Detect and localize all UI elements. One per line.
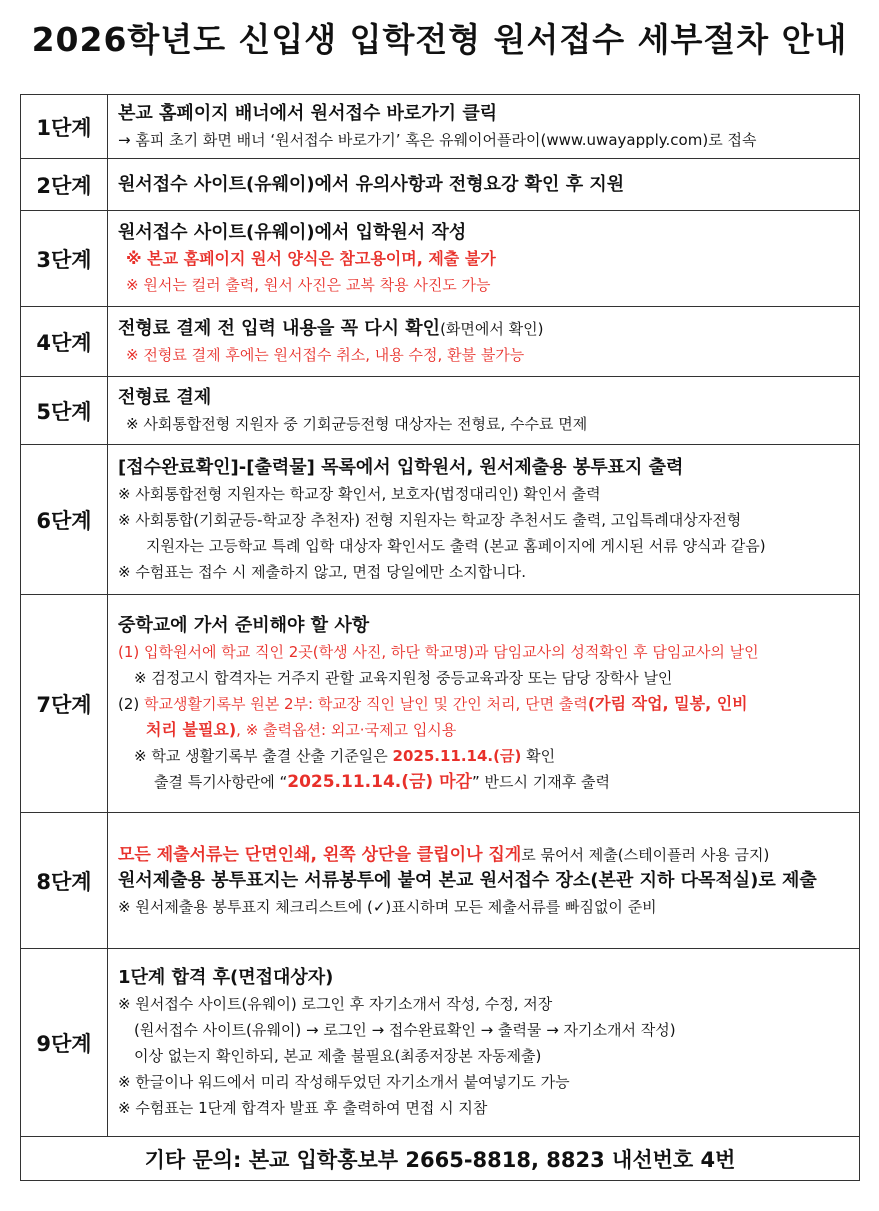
procedure-table bbox=[20, 94, 860, 1181]
step-item-2 bbox=[118, 691, 851, 717]
step-note: ※ 사회통합(기회균등-학교장 추천자) 전형 지원자는 학교장 추천서도 출력, 고입특례대상자전형 bbox=[118, 510, 742, 529]
step-note: ※ 사회통합전형 지원자는 학교장 확인서, 보호자(법정대리인) 확인서 출력 bbox=[118, 484, 601, 503]
step-heading: 전형료 결제 bbox=[118, 386, 212, 408]
note-text: 출결 특기사항란에 “ bbox=[154, 772, 288, 791]
step-paragraph: 원서제출용 봉투표지는 서류봉투에 붙여 본교 원서접수 장소(본관 지하 다목적실)로 제출 bbox=[118, 869, 817, 891]
step-note bbox=[118, 743, 851, 769]
instruction-text: 로 묶어서 제출(스테이플러 사용 금지) bbox=[521, 845, 770, 864]
stage-label: 2단계 bbox=[21, 159, 108, 211]
step-note: ※ 한글이나 워드에서 미리 작성해두었던 자기소개서 붙여넣기도 가능 bbox=[118, 1072, 570, 1091]
note-text: 확인 bbox=[521, 746, 556, 765]
step-heading: 중학교에 가서 준비해야 할 사항 bbox=[118, 614, 370, 636]
footer-row bbox=[21, 1137, 860, 1181]
step-content bbox=[108, 159, 860, 211]
step-heading: 원서접수 사이트(유웨이)에서 유의사항과 전형요강 확인 후 지원 bbox=[118, 173, 625, 195]
step-row-4 bbox=[21, 307, 860, 377]
step-row-2 bbox=[21, 159, 860, 211]
deadline-text: 2025.11.14.(금) 마감 bbox=[287, 771, 472, 792]
item-text: 학교생활기록부 원본 2부: 학교장 직인 날인 및 간인 처리, 단면 출력 bbox=[144, 694, 588, 713]
step-content bbox=[108, 95, 860, 159]
step-note-continued bbox=[118, 769, 851, 795]
step-note: ※ 원서제출용 봉투표지 체크리스트에 (✓)표시하며 모든 제출서류를 빠짐없이 준비 bbox=[118, 897, 657, 916]
step-row-1 bbox=[21, 95, 860, 159]
step-note: ※ 수험표는 접수 시 제출하지 않고, 면접 당일에만 소지합니다. bbox=[118, 562, 527, 581]
step-instruction bbox=[118, 842, 851, 868]
step-note-continued: (원서접수 사이트(유웨이) → 로그인 → 접수완료확인 → 출력물 → 자기소개서 작성) bbox=[134, 1020, 676, 1039]
step-heading: 1단계 합격 후(면접대상자) bbox=[118, 966, 334, 988]
step-content bbox=[108, 445, 860, 595]
note-text: ※ 학교 생활기록부 출결 산출 기준일은 bbox=[134, 746, 393, 765]
step-note-continued: 이상 없는지 확인하되, 본교 제출 불필요(최종저장본 자동제출) bbox=[134, 1046, 542, 1065]
item-text: , ※ 출력옵션: 외고·국제고 입시용 bbox=[236, 720, 457, 739]
step-heading: 전형료 결제 전 입력 내용을 꼭 다시 확인 bbox=[118, 317, 441, 339]
instruction-emphasis: 모든 제출서류는 단면인쇄, 왼쪽 상단을 클립이나 집게 bbox=[118, 844, 522, 865]
step-note: ※ 사회통합전형 지원자 중 기회균등전형 대상자는 전형료, 수수료 면제 bbox=[126, 414, 588, 433]
note-text: ” 반드시 기재후 출력 bbox=[471, 772, 610, 791]
step-content bbox=[108, 211, 860, 307]
page-title: 2026학년도 신입생 입학전형 원서접수 세부절차 안내 bbox=[31, 20, 848, 59]
step-note-continued: 지원자는 고등학교 특례 입학 대상자 확인서도 출력 (본교 홈페이지에 게시된 서류 양식과 같음) bbox=[146, 536, 766, 555]
item-emphasis: 처리 불필요) bbox=[146, 719, 237, 739]
step-row-7 bbox=[21, 595, 860, 813]
step-content bbox=[108, 307, 860, 377]
stage-label: 9단계 bbox=[21, 949, 108, 1137]
stage-label: 8단계 bbox=[21, 813, 108, 949]
step-heading: 본교 홈페이지 배너에서 원서접수 바로가기 클릭 bbox=[118, 102, 498, 124]
step-note: → 홈피 초기 화면 배너 ‘원서접수 바로가기’ 혹은 유웨이어플라이(www.uwayapply.com)로 접속 bbox=[118, 130, 757, 149]
step-heading: 원서접수 사이트(유웨이)에서 입학원서 작성 bbox=[118, 221, 467, 243]
step-row-3 bbox=[21, 211, 860, 307]
step-note: ※ 원서접수 사이트(유웨이) 로그인 후 자기소개서 작성, 수정, 저장 bbox=[118, 994, 553, 1013]
stage-label: 5단계 bbox=[21, 377, 108, 445]
step-heading: [접수완료확인]-[출력물] 목록에서 입학원서, 원서제출용 봉투표지 출력 bbox=[118, 456, 684, 478]
step-note: ※ 검정고시 합격자는 거주지 관할 교육지원청 중등교육과장 또는 담당 장학사 날인 bbox=[134, 668, 673, 687]
step-content bbox=[108, 377, 860, 445]
stage-label: 7단계 bbox=[21, 595, 108, 813]
stage-label: 1단계 bbox=[21, 95, 108, 159]
deadline-date: 2025.11.14.(금) bbox=[392, 746, 522, 765]
step-item-2-continued bbox=[118, 717, 851, 743]
step-item-1: (1) 입학원서에 학교 직인 2곳(학생 사진, 하단 학교명)과 담임교사의 성적확인 후 담임교사의 날인 bbox=[118, 642, 759, 661]
step-row-5 bbox=[21, 377, 860, 445]
contact-info: 기타 문의: 본교 입학홍보부 2665-8818, 8823 내선번호 4번 bbox=[21, 1137, 860, 1181]
step-row-8 bbox=[21, 813, 860, 949]
stage-label: 6단계 bbox=[21, 445, 108, 595]
stage-label: 3단계 bbox=[21, 211, 108, 307]
step-row-9 bbox=[21, 949, 860, 1137]
item-number: (2) bbox=[118, 694, 145, 713]
step-content bbox=[108, 949, 860, 1137]
step-row-6 bbox=[21, 445, 860, 595]
step-note: ※ 수험표는 1단계 합격자 발표 후 출력하여 면접 시 지참 bbox=[118, 1098, 488, 1117]
step-note: ※ 원서는 컬러 출력, 원서 사진은 교복 착용 사진도 가능 bbox=[126, 275, 491, 294]
stage-label: 4단계 bbox=[21, 307, 108, 377]
step-heading-note: (화면에서 확인) bbox=[440, 319, 544, 338]
item-emphasis: (가림 작업, 밀봉, 인비 bbox=[587, 693, 748, 713]
step-warning: ※ 본교 홈페이지 원서 양식은 참고용이며, 제출 불가 bbox=[126, 248, 496, 268]
step-content bbox=[108, 595, 860, 813]
step-warning: ※ 전형료 결제 후에는 원서접수 취소, 내용 수정, 환불 불가능 bbox=[126, 345, 525, 364]
step-content bbox=[108, 813, 860, 949]
